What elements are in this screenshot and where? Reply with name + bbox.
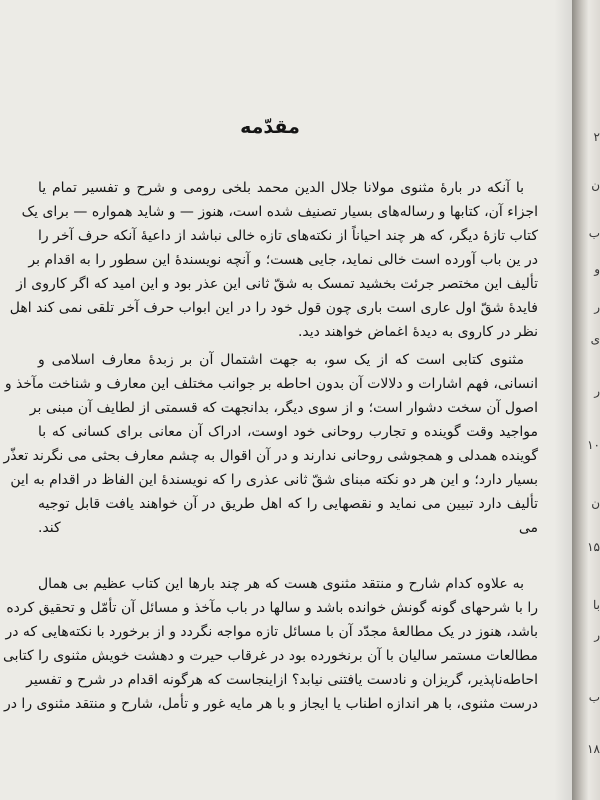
paragraph-3 [2, 572, 538, 716]
text-line: با آنکه در بارهٔ مثنوی مولانا جلال الدین محمد بلخی رومی و شرح و تفسیر تمام یا [38, 180, 524, 196]
next-page-edge [588, 0, 600, 800]
text-line: فایدهٔ شقّ اول عاری است باری چون قول خود را در این ابواب حرف آخر تلقی نمی کند اهل [9, 300, 538, 316]
text-line: تألیف دارد تبیین می نماید و نقصهایی را که اهل طریق در آن خواهند یافت قابل توجیه [38, 496, 538, 512]
next-page-fragment: ب [588, 226, 600, 240]
next-page-fragment: ۱۸ [587, 742, 600, 756]
text-line: بسیار دارد؛ و این هر دو نکته مبنای شقّ ثانی عذری را که نویسندهٔ این الفاظ در اقدام به این [10, 472, 538, 488]
next-page-fragment: با [593, 598, 600, 612]
next-page-fragment: ن [591, 178, 600, 192]
next-page-fragment: ی [590, 332, 600, 346]
next-page-fragment: ۲ [593, 130, 600, 144]
text-line: مطالعات مستمر سالیان با آن برنخورده بود در غرقاب حیرت و دهشت خویش مثنوی را کتابی [2, 648, 538, 664]
paragraph-2 [3, 348, 538, 564]
text-line: در ین باب آورده است خالی نماید، جایی هست؛ و آنچه نویسندهٔ این سطور را به اقدام بر [28, 252, 538, 268]
next-page-fragment: ن [591, 496, 600, 510]
page-edge-shade [554, 0, 572, 800]
text-line: نظر در کاروی به دیدهٔ اغماض خواهند دید. [297, 324, 538, 340]
text-line: به علاوه کدام شارح و منتقد مثنوی هست که هر چند بارها این کتاب عظیم بی همال [38, 576, 524, 592]
next-page-fragment: ۱۵ [587, 540, 600, 554]
text-line: مواجید وقت گوینده و تجارب روحانی خود اوست، ادراک آن معانی برای کسانی که با [38, 424, 538, 440]
page-heading: مقدّمه [240, 116, 300, 138]
next-page-fragment: ر [594, 384, 600, 398]
text-line: انسانی، فهم اشارات و دلالات آن بدون احاطه بر جوانب مختلف این معارف و شناخت مآخذ و [4, 376, 538, 392]
text-line: اصول آن سخت دشوار است؛ و از سوی دیگر، بدانجهت که قسمتی از لطایف آن مبنی بر [29, 400, 538, 416]
text-line: می کند. [38, 520, 538, 536]
text-line: اجزاء آن، کتابها و رساله‌های بسیار تصنیف شده است، هنوز — و شاید همواره — برای یک [21, 204, 538, 220]
text-line: احاطه‌ناپذیر، گریزان و نادست یافتنی نیابد؟ ازاینجاست که هرگونه اقدام در شرح و تفسیر [26, 672, 538, 688]
next-page-fragment: ب [588, 690, 600, 704]
text-line [38, 540, 538, 564]
text-line: کتاب تازهٔ دیگر، که هر چند احیاناً از نکته‌های تازه خالی نباشد از داعیهٔ آنکه حرف آخر را [38, 228, 538, 244]
next-page-fragment: ۱۰ [587, 438, 600, 452]
text-line: گوینده همدلی و همجوشی روحانی ندارند و در آن اقوال به چشم معارف بحثی می نگرند تعذّر [3, 448, 538, 464]
text-line: درست مثنوی، با هر اندازه اطناب یا ایجاز و با هر مایه غور و تأمل، شارح و منتقد مثنوی را در [3, 696, 538, 712]
next-page-fragment: و [594, 262, 600, 276]
next-page-fragment: ر [594, 300, 600, 314]
text-line: را با شرحهای گونه گونش خوانده باشد و سالها در باب مآخذ و مسائل آن تأمّل و تحقیق کرده [6, 600, 538, 616]
next-page-fragment: ر [594, 628, 600, 642]
text-line: مثنوی کتابی است که از یک سو، به جهت اشتمال آن بر زبدهٔ معارف اسلامی و [38, 352, 524, 368]
text-line: باشد، هنوز در یک مطالعهٔ مجدّد آن با مسائل تازه مواجه نگردد و از برخورد با نکته‌هایی که در [5, 624, 538, 640]
text-line: تألیف این مختصر جرئت بخشید تمسک به شقّ ثانی این عذر بود و این امید که اگر کاروی از [16, 276, 538, 292]
paragraph-1 [9, 176, 538, 344]
